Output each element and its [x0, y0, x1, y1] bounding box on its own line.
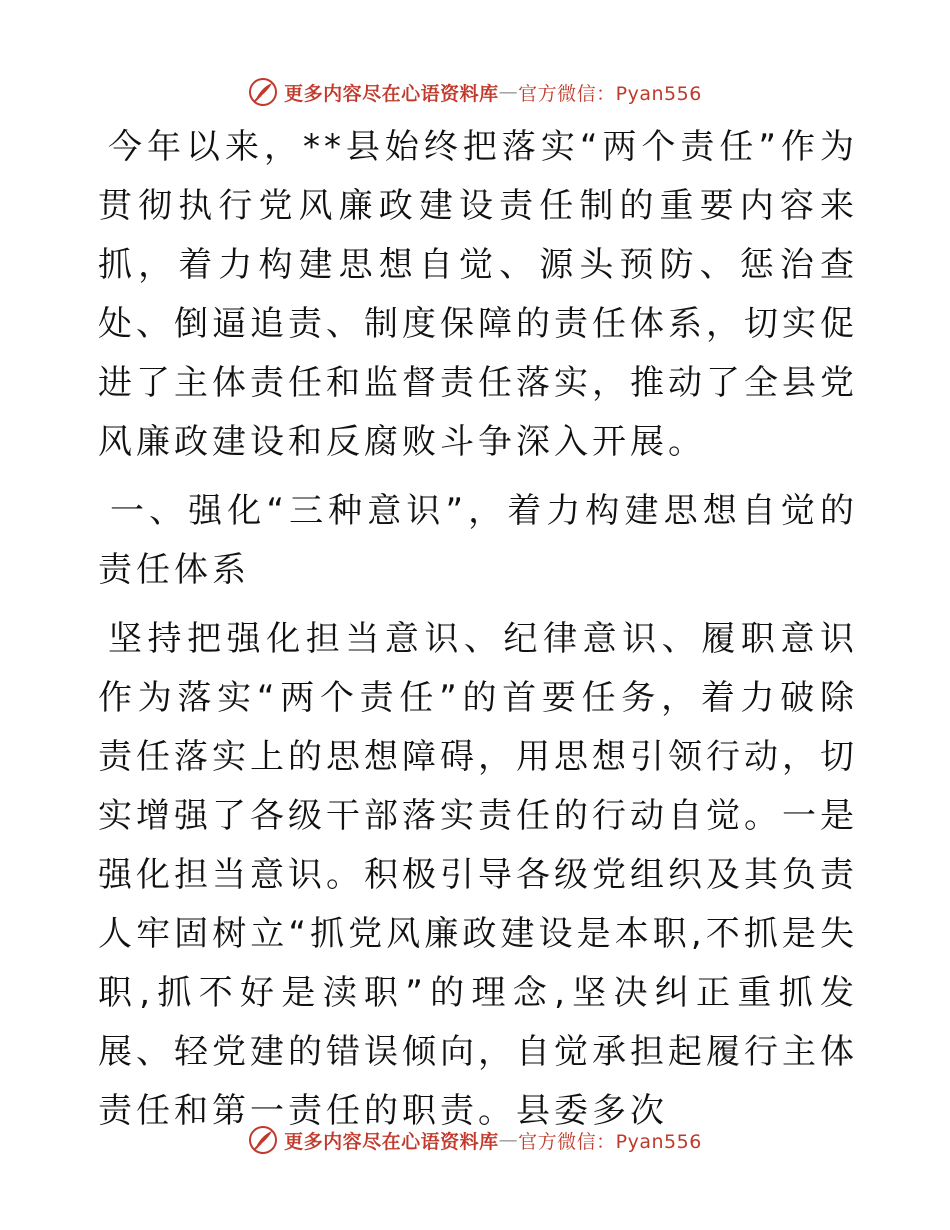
- body-paragraph: 坚持把强化担当意识、纪律意识、履职意识作为落实“两个责任”的首要任务，着力破除责任落实上的思想障碍，用思想引领行动，切实增强了各级干部落实责任的行动自觉。一是强化担当意识。积极引导各级党组织及其负责人牢固树立“抓党风廉政建设是本职,不抓是失职,抓不好是渎职”的理念,坚决纠正重抓发展、轻党建的错误倾向，自觉承担起履行主体责任和第一责任的职责。县委多次: [98, 619, 858, 1131]
- footer-watermark: [0, 1120, 950, 1160]
- document-body: [98, 118, 858, 1141]
- intro-paragraph: 今年以来，**县始终把落实“两个责任”作为贯彻执行党风廉政建设责任制的重要内容来抓，着力构建思想自觉、源头预防、惩治查处、倒逼追责、制度保障的责任体系，切实促进了主体责任和监督责任落实，推动了全县党风廉政建设和反腐败斗争深入开展。: [98, 127, 858, 462]
- feather-pen-logo-icon: [248, 77, 278, 107]
- header-watermark: [0, 72, 950, 112]
- watermark-separator: —: [498, 1129, 519, 1151]
- watermark-separator: —: [498, 81, 519, 103]
- section-heading: 一、强化“三种意识”，着力构建思想自觉的责任体系: [98, 491, 858, 590]
- feather-pen-logo-icon: [248, 1125, 278, 1155]
- watermark-account: 官方微信：Pyan556: [518, 82, 702, 105]
- watermark-brand: 更多内容尽在心语资料库: [284, 82, 499, 105]
- watermark-brand: 更多内容尽在心语资料库: [284, 1130, 499, 1153]
- watermark-account: 官方微信：Pyan556: [518, 1130, 702, 1153]
